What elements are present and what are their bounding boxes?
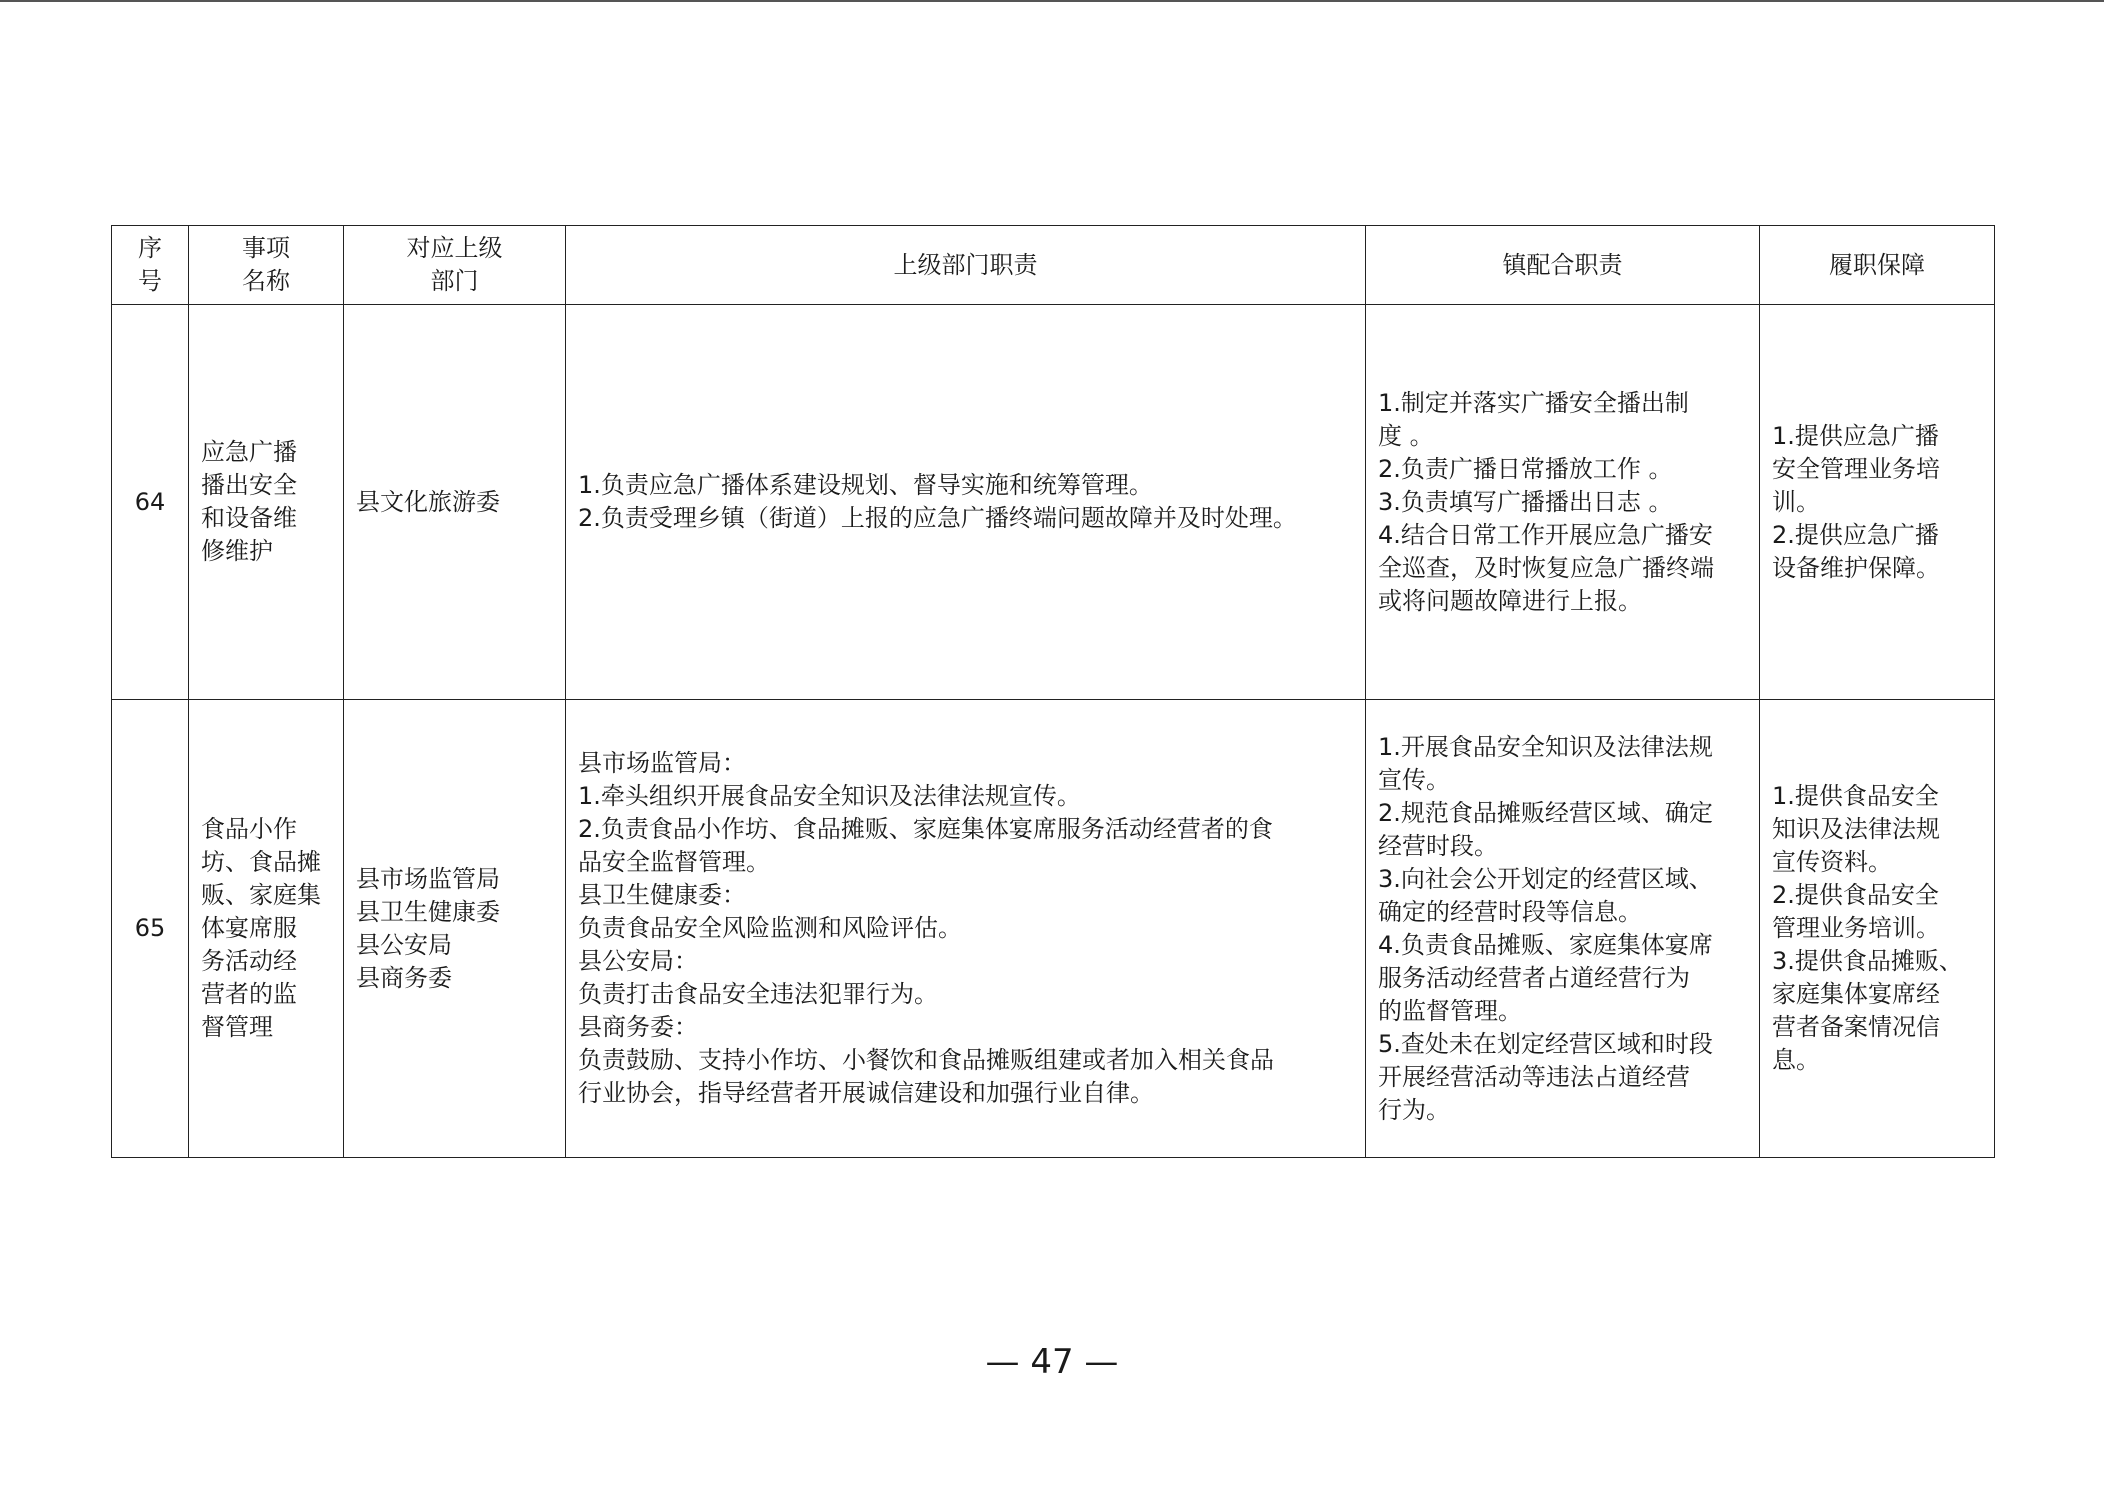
row-no: 64 <box>112 305 189 700</box>
header-town-duty: 镇配合职责 <box>1366 226 1760 305</box>
row-item-name: 应急广播 播出安全 和设备维 修维护 <box>189 305 344 700</box>
table-header-row <box>112 226 1995 305</box>
header-item-name: 事项 名称 <box>189 226 344 305</box>
table-row <box>112 700 1995 1158</box>
top-border-line <box>0 0 2104 2</box>
row-upper-duty: 县市场监管局： 1.牵头组织开展食品安全知识及法律法规宣传。 2.负责食品小作坊、食品摊贩、家庭集体宴席服务活动经营者的食 品安全监督管理。 县卫生健康委： 负责食品安全风险监测和风险评估。 县公安局： 负责打击食品安全违法犯罪行为。 县商务委： 负责鼓励、支持小作坊、小餐饮和食品摊贩组建或者加入相关食品 行业协会，指导经营者开展诚信建设和加强行业自律。 <box>566 700 1366 1158</box>
row-guarantee: 1.提供应急广播 安全管理业务培 训。 2.提供应急广播 设备维护保障。 <box>1760 305 1995 700</box>
row-town-duty: 1.开展食品安全知识及法律法规 宣传。 2.规范食品摊贩经营区域、确定 经营时段。 3.向社会公开划定的经营区域、 确定的经营时段等信息。 4.负责食品摊贩、家庭集体宴席 服务活动经营者占道经营行为 的监督管理。 5.查处未在划定经营区域和时段 开展经营活动等违法占道经营 行为。 <box>1366 700 1760 1158</box>
row-guarantee: 1.提供食品安全 知识及法律法规 宣传资料。 2.提供食品安全 管理业务培训。 3.提供食品摊贩、 家庭集体宴席经 营者备案情况信 息。 <box>1760 700 1995 1158</box>
header-no: 序 号 <box>112 226 189 305</box>
header-guarantee: 履职保障 <box>1760 226 1995 305</box>
row-no: 65 <box>112 700 189 1158</box>
row-upper-duty: 1.负责应急广播体系建设规划、督导实施和统筹管理。 2.负责受理乡镇（街道）上报的应急广播终端问题故障并及时处理。 <box>566 305 1366 700</box>
header-upper-dept: 对应上级 部门 <box>344 226 566 305</box>
row-item-name: 食品小作 坊、食品摊 贩、家庭集 体宴席服 务活动经 营者的监 督管理 <box>189 700 344 1158</box>
row-town-duty: 1.制定并落实广播安全播出制 度 。 2.负责广播日常播放工作 。 3.负责填写广播播出日志 。 4.结合日常工作开展应急广播安 全巡查，及时恢复应急广播终端 或将问题故障进行上报。 <box>1366 305 1760 700</box>
table-row <box>112 305 1995 700</box>
header-upper-duty: 上级部门职责 <box>566 226 1366 305</box>
row-upper-dept: 县文化旅游委 <box>344 305 566 700</box>
page-number: — 47 — <box>985 1342 1119 1382</box>
row-upper-dept: 县市场监管局 县卫生健康委 县公安局 县商务委 <box>344 700 566 1158</box>
duty-table <box>111 225 1995 1158</box>
